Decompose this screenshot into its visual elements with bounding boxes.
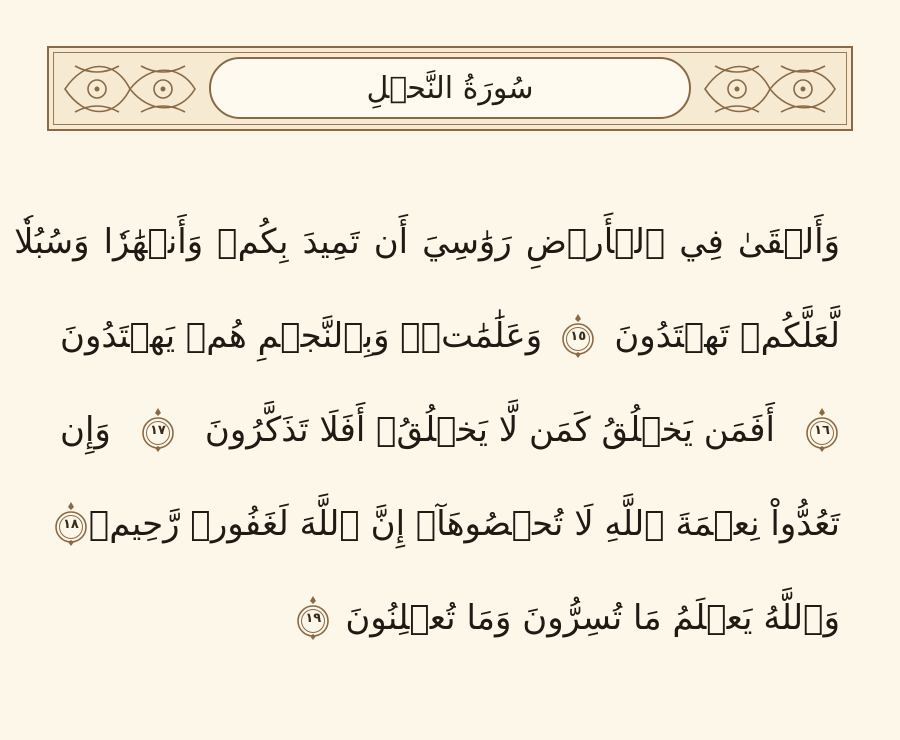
ayah-number: ١٩ [305,610,322,626]
line-1-word: وَأَنۡهَٰرٗا [103,222,204,262]
verse-line-3 [60,383,840,477]
line-4-text: تَعُدُّواْ نِعۡمَةَ ٱللَّهِ لَا تُحۡصُوهَآۗ إِنَّ ٱللَّهَ لَغَفُورٞ رَّحِيمٞ [88,504,840,544]
ayah-end-marker-19 [295,595,331,641]
verses-block [14,195,840,665]
ayah-number: ١٥ [570,328,587,344]
line-1-word: رَوَٰسِيَ [422,222,512,262]
line-2-text-before: لَّعَلَّكُمۡ تَهۡتَدُونَ [614,316,840,356]
line-5-text: وَٱللَّهُ يَعۡلَمُ مَا تُسِرُّونَ وَمَا تُعۡلِنُونَ [345,598,840,638]
right-arabesque-ornament-icon [695,54,845,124]
line-1-word: وَأَلۡقَىٰ [737,222,840,262]
left-arabesque-ornament-icon [55,54,205,124]
line-1-word: تَمِيدَ [302,222,360,262]
verse-line-4 [60,477,840,571]
verse-line-2 [60,289,840,383]
ayah-number: ١٨ [62,516,79,532]
line-1-word: فِي [679,222,724,262]
line-2-text-after: وَعَلَٰمَٰتٖۚ وَبِٱلنَّجۡمِ هُمۡ يَهۡتَدُونَ [60,316,543,356]
ayah-end-marker-17 [140,407,176,453]
line-3-text: أَفَمَن يَخۡلُقُ كَمَن لَّا يَخۡلُقُۚ أَفَلَا تَذَكَّرُونَ [204,410,775,450]
ayah-number: ١٧ [149,422,166,438]
line-1-word: بِكُمۡ [217,222,289,262]
ayah-end-marker-16 [804,407,840,453]
ayah-end-marker-15 [560,313,596,359]
line-1-word: ٱلۡأَرۡضِ [525,222,666,262]
ayah-end-marker-18 [53,501,89,547]
ayah-number: ١٦ [814,422,830,438]
surah-header [47,46,853,131]
title-cartouche [209,57,691,119]
surah-title: سُورَةُ النَّحۡلِ [366,70,534,106]
line-3-text-after: وَإِن [60,410,111,450]
line-1-word: وَسُبُلٗا [14,222,90,262]
line-1-word: أَن [373,222,409,262]
verse-line-5 [60,571,840,665]
verse-line-1 [14,195,840,289]
